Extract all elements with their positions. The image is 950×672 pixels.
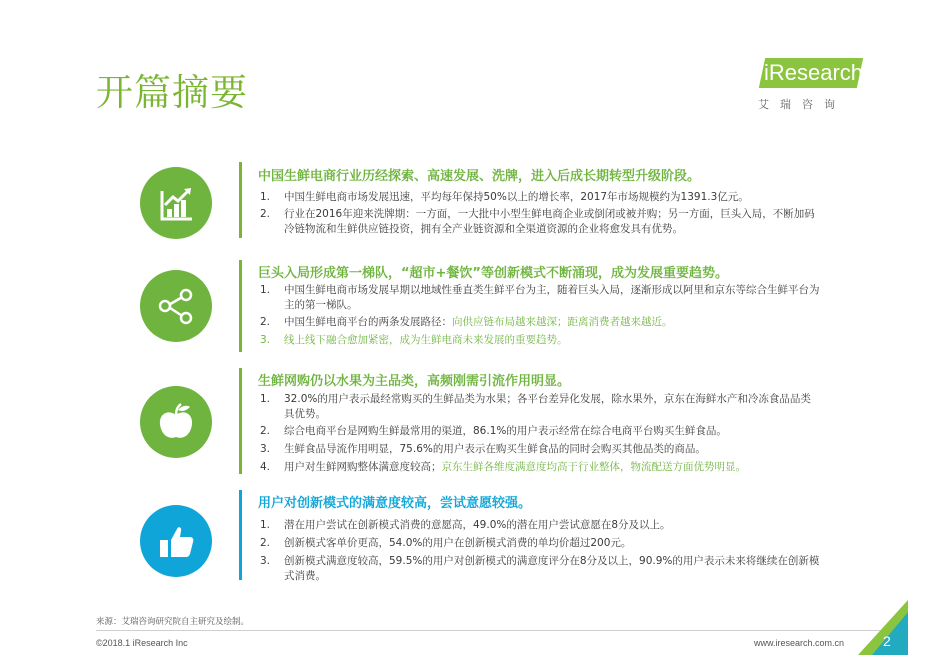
footer-divider — [96, 630, 886, 631]
section-divider — [239, 260, 242, 352]
logo-brand: Research — [768, 60, 864, 85]
section-heading: 用户对创新模式的满意度较高，尝试意愿较强。 — [258, 496, 532, 511]
page-number: 2 — [883, 633, 891, 649]
list-item: 1. 中国生鲜电商市场发展迅速，平均每年保持50%以上的增长率，2017年市场规模约为1391.3亿元。 — [260, 191, 749, 203]
list-item: 1. 32.0%的用户表示最经常购买的生鲜品类为水果；各平台差异化发展，除水果外，京东在海鲜水产和冷冻食品品类具优势。 — [260, 393, 811, 420]
logo-i: i — [764, 60, 769, 85]
list-item: 1. 中国生鲜电商市场发展早期以地域性垂直类生鲜平台为主，随着巨头入局，逐渐形成以阿里和京东等综合生鲜平台为主的第一梯队。 — [260, 284, 820, 311]
list-item: 2. 行业在2016年迎来洗牌期：一方面，一大批中小型生鲜电商企业或倒闭或被并购；另一方面，巨头入局，不断加码冷链物流和生鲜供应链投资，拥有全产业链资源和全渠道资源的企业将愈发具有优势。 — [260, 208, 815, 235]
section-divider — [239, 368, 242, 474]
iresearch-logo — [752, 58, 862, 110]
list-item: 4. 用户对生鲜网购整体满意度较高；京东生鲜各维度满意度均高于行业整体，物流配送方面优势明显。 — [260, 461, 746, 473]
section-divider — [239, 162, 242, 238]
list-item: 3. 线上线下融合愈加紧密，成为生鲜电商未来发展的重要趋势。 — [260, 334, 568, 346]
list-item: 3. 创新模式满意度较高，59.5%的用户对创新模式的满意度评分在8分及以上，90.9%的用户表示未来将继续在创新模式消费。 — [260, 555, 820, 582]
list-item: 2. 综合电商平台是网购生鲜最常用的渠道，86.1%的用户表示经常在综合电商平台购买生鲜食品。 — [260, 425, 727, 437]
page-title: 开篇摘要 — [96, 71, 248, 114]
list-item: 2. 中国生鲜电商平台的两条发展路径：向供应链布局越来越深；距离消费者越来越近。 — [260, 316, 673, 328]
copyright: ©2018.1 iResearch Inc — [96, 638, 188, 648]
section-heading: 巨头入局形成第一梯队，“超市+餐饮”等创新模式不断涌现，成为发展重要趋势。 — [258, 266, 728, 281]
list-item: 1. 潜在用户尝试在创新模式消费的意愿高，49.0%的潜在用户尝试意愿在8分及以上。 — [260, 519, 671, 531]
logo-subtitle: 艾瑞咨询 — [758, 98, 846, 111]
list-item: 3. 生鲜食品导流作用明显，75.6%的用户表示在购买生鲜食品的同时会购买其他品类的商品。 — [260, 443, 706, 455]
trending-chart-icon — [140, 167, 212, 239]
thumbs-up-icon — [140, 505, 212, 577]
list-item: 2. 创新模式客单价更高，54.0%的用户在创新模式消费的单均价超过200元。 — [260, 537, 632, 549]
apple-icon — [140, 386, 212, 458]
source-note: 来源：艾瑞咨询研究院自主研究及绘制。 — [96, 617, 250, 627]
section-heading: 中国生鲜电商行业历经探索、高速发展、洗牌，进入后成长期转型升级阶段。 — [258, 169, 701, 184]
section-divider — [239, 490, 242, 580]
share-icon — [140, 270, 212, 342]
section-heading: 生鲜网购仍以水果为主品类，高频刚需引流作用明显。 — [258, 374, 571, 389]
website-link[interactable]: www.iresearch.com.cn — [754, 638, 845, 648]
